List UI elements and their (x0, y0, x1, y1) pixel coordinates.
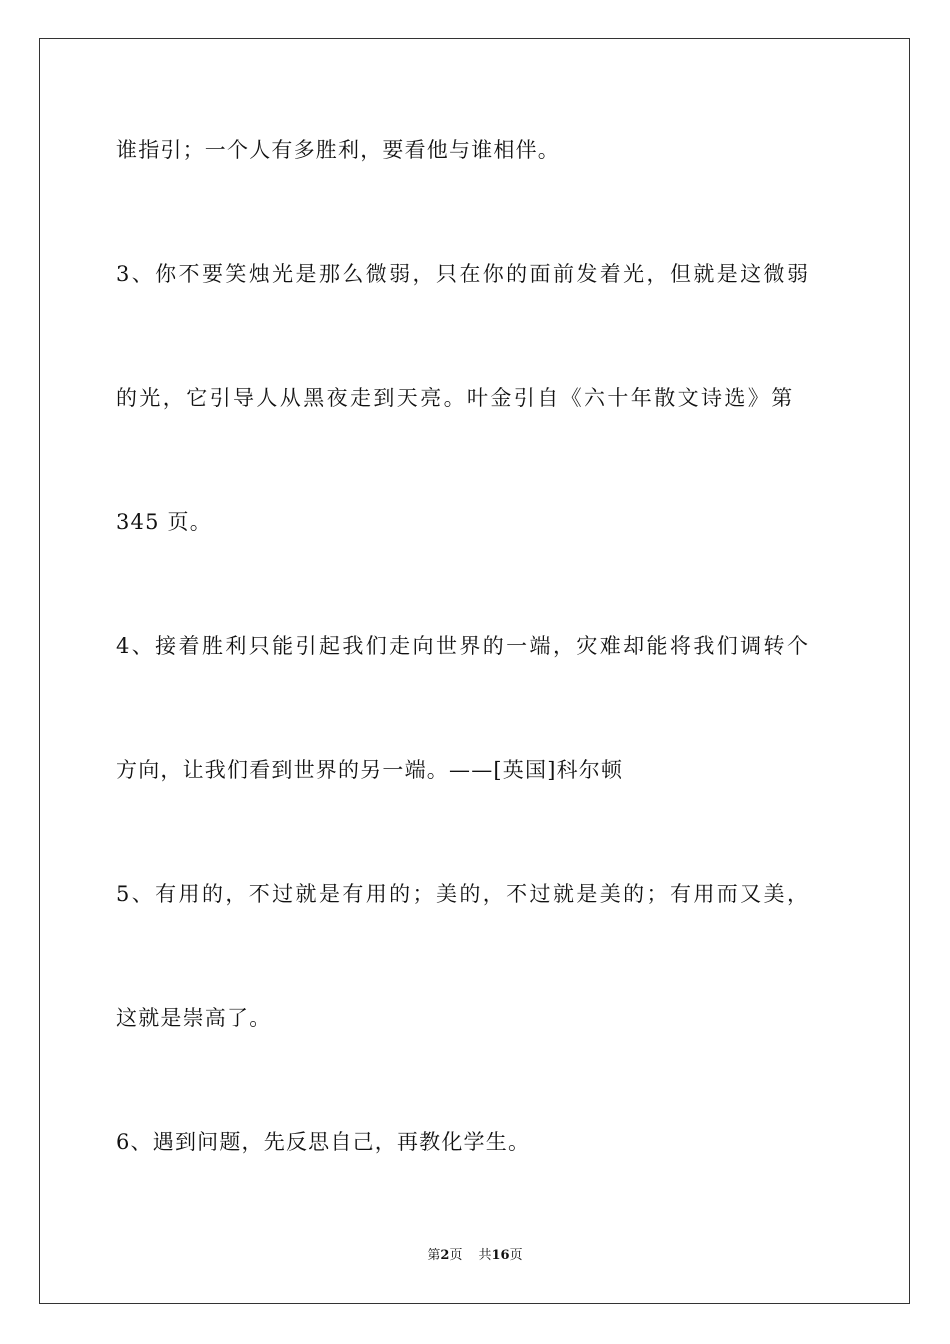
text-line: 的光，它引导人从黑夜走到天亮。叶金引自《六十年散文诗选》第 (116, 386, 795, 410)
page-prefix: 第 (427, 1248, 441, 1263)
total-suffix: 页 (509, 1248, 523, 1263)
text-line: 谁指引；一个人有多胜利，要看他与谁相伴。 (116, 138, 560, 162)
text-line: 5、有用的，不过就是有用的；美的，不过就是美的；有用而又美， (116, 882, 811, 906)
text-line: 方向，让我们看到世界的另一端。——[英国]科尔顿 (116, 758, 624, 782)
text-line: 3、你不要笑烛光是那么微弱，只在你的面前发着光，但就是这微弱 (116, 262, 811, 286)
text-line: 这就是崇高了。 (116, 1006, 272, 1030)
page-number: 2 (440, 1248, 450, 1263)
page-footer (0, 1247, 950, 1265)
text-line: 4、接着胜利只能引起我们走向世界的一端，灾难却能将我们调转个 (116, 634, 811, 658)
total-prefix: 共 (478, 1248, 492, 1263)
page-suffix: 页 (449, 1248, 463, 1263)
text-line: 345 页。 (116, 510, 212, 534)
total-pages: 16 (491, 1248, 510, 1263)
page-border (39, 38, 910, 1304)
text-line: 6、遇到问题，先反思自己，再教化学生。 (116, 1130, 531, 1154)
